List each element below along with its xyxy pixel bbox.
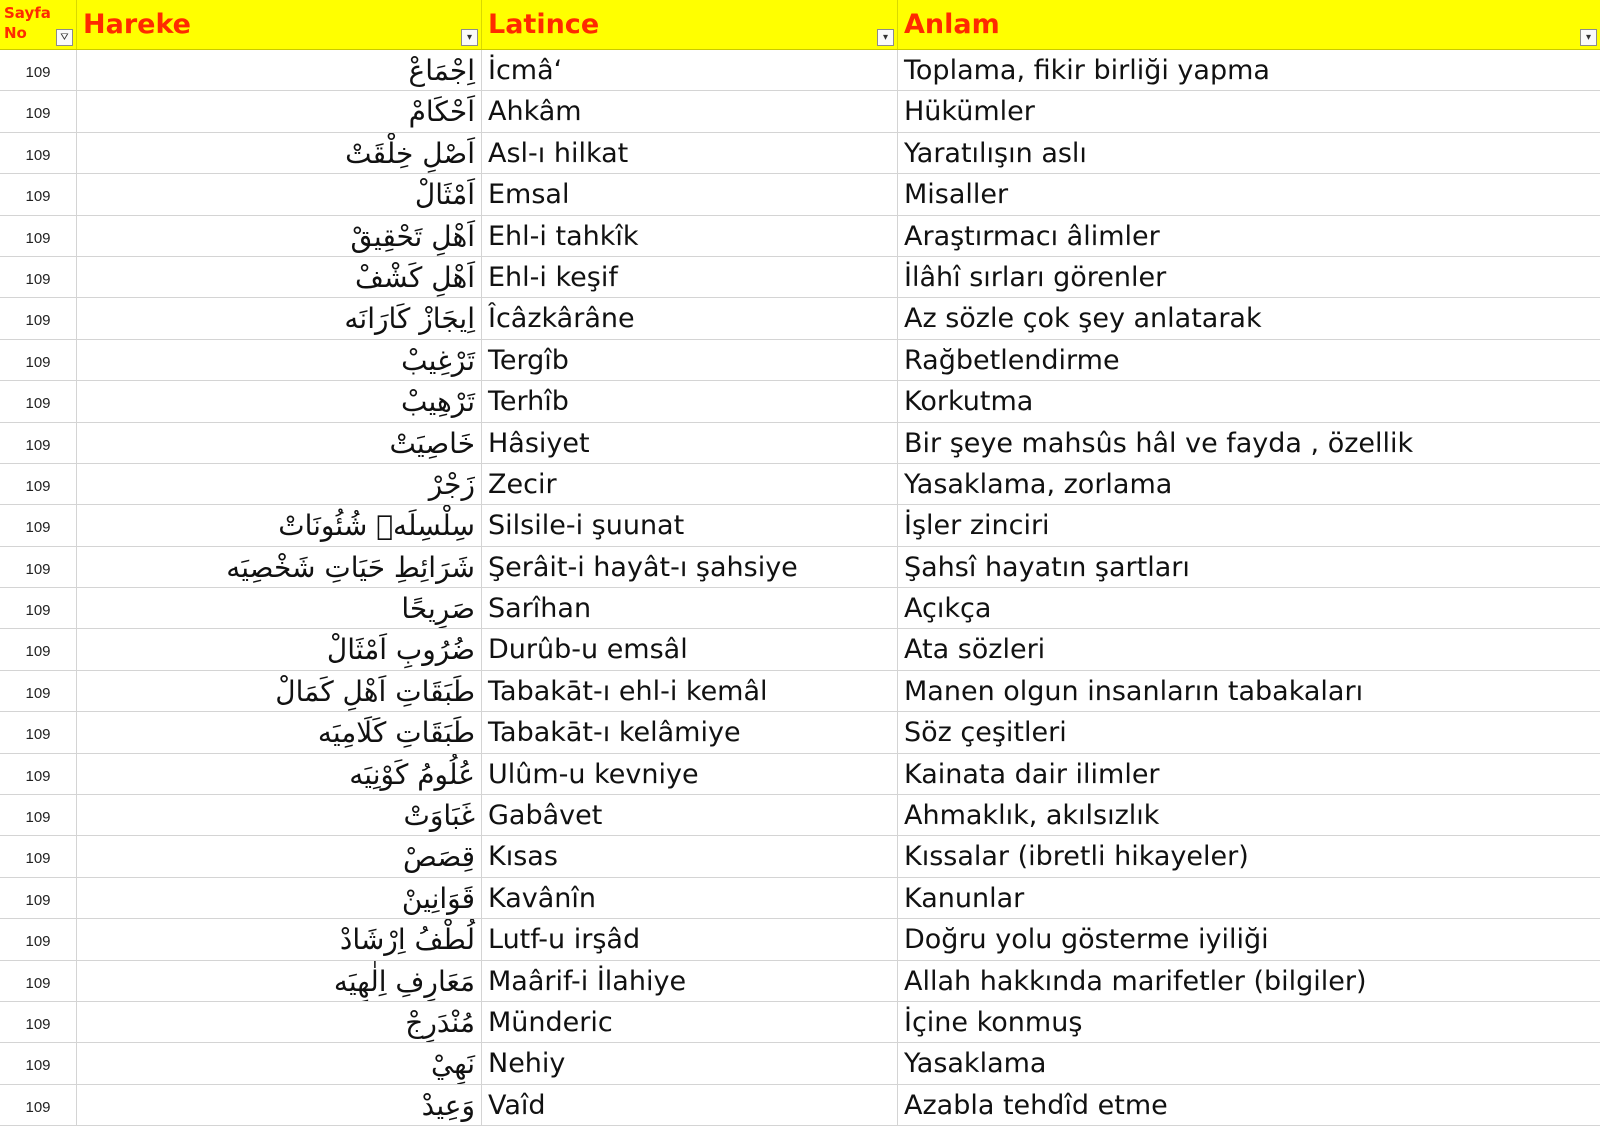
- cell-page-no[interactable]: 109: [0, 174, 77, 214]
- table-row: [0, 878, 1600, 919]
- cell-latin[interactable]: Durûb-u emsâl: [482, 629, 898, 669]
- header-label-page-no: Sayfa No: [4, 4, 51, 42]
- cell-latin[interactable]: Ulûm-u kevniye: [482, 754, 898, 794]
- cell-latin[interactable]: Sarîhan: [482, 588, 898, 628]
- cell-page-no[interactable]: 109: [0, 629, 77, 669]
- table-row: [0, 712, 1600, 753]
- cell-meaning[interactable]: Araştırmacı âlimler: [904, 220, 1160, 252]
- cell-page-no[interactable]: 109: [0, 1043, 77, 1083]
- cell-meaning[interactable]: Doğru yolu gösterme iyiliği: [904, 924, 1269, 956]
- filter-active-icon[interactable]: ⛛: [56, 29, 73, 46]
- cell-latin[interactable]: Ehl-i keşif: [482, 257, 898, 297]
- table-row: [0, 836, 1600, 877]
- table-row: [0, 588, 1600, 629]
- cell-meaning[interactable]: Azabla tehdîd etme: [904, 1089, 1168, 1121]
- header-row: [0, 0, 1600, 50]
- table-row: [0, 133, 1600, 174]
- cell-meaning[interactable]: Yaratılışın aslı: [904, 137, 1087, 169]
- cell-page-no[interactable]: 109: [0, 547, 77, 587]
- table-row: [0, 257, 1600, 298]
- table-row: [0, 671, 1600, 712]
- cell-page-no[interactable]: 109: [0, 961, 77, 1001]
- cell-page-no[interactable]: 109: [0, 671, 77, 711]
- cell-harake[interactable]: مَعَارِفِ اِلٰهِيَه: [77, 961, 482, 1001]
- table-row: [0, 50, 1600, 91]
- header-label-latin: Latince: [488, 9, 600, 40]
- filter-dropdown-icon[interactable]: ▾: [877, 29, 894, 46]
- cell-latin[interactable]: Asl-ı hilkat: [482, 133, 898, 173]
- cell-meaning[interactable]: Yasaklama: [904, 1048, 1047, 1080]
- cell-page-no[interactable]: 109: [0, 381, 77, 421]
- cell-meaning[interactable]: Kıssalar (ibretli hikayeler): [904, 841, 1249, 873]
- cell-harake[interactable]: طَبَقَاتِ كَلَامِيَه: [77, 712, 482, 752]
- cell-page-no[interactable]: 109: [0, 878, 77, 918]
- table-row: [0, 216, 1600, 257]
- table-row: [0, 547, 1600, 588]
- cell-harake[interactable]: غَبَاوَتْ: [77, 795, 482, 835]
- cell-page-no[interactable]: 109: [0, 340, 77, 380]
- cell-latin[interactable]: Nehiy: [482, 1043, 898, 1083]
- cell-meaning[interactable]: Bir şeye mahsûs hâl ve fayda , özellik: [904, 427, 1414, 459]
- cell-harake[interactable]: طَبَقَاتِ اَهْلِ كَمَالْ: [77, 671, 482, 711]
- cell-page-no[interactable]: 109: [0, 298, 77, 338]
- cell-page-no[interactable]: 109: [0, 1085, 77, 1125]
- cell-latin[interactable]: Tabakāt-ı kelâmiye: [482, 712, 898, 752]
- table-row: [0, 423, 1600, 464]
- cell-latin[interactable]: Kavânîn: [482, 878, 898, 918]
- cell-meaning[interactable]: Az sözle çok şey anlatarak: [904, 303, 1262, 335]
- table-row: [0, 505, 1600, 546]
- cell-page-no[interactable]: 109: [0, 91, 77, 131]
- cell-page-no[interactable]: 109: [0, 836, 77, 876]
- cell-harake[interactable]: خَاصِيَتْ: [77, 423, 482, 463]
- cell-page-no[interactable]: 109: [0, 712, 77, 752]
- cell-latin[interactable]: Ehl-i tahkîk: [482, 216, 898, 256]
- cell-meaning[interactable]: İlâhî sırları görenler: [904, 261, 1167, 293]
- cell-latin[interactable]: Lutf-u irşâd: [482, 919, 898, 959]
- cell-page-no[interactable]: 109: [0, 464, 77, 504]
- cell-page-no[interactable]: 109: [0, 50, 77, 90]
- header-cell-harake[interactable]: [77, 0, 482, 49]
- cell-harake[interactable]: شَرَائِطِ حَيَاتِ شَخْصِيَه: [77, 547, 482, 587]
- table-body: [0, 50, 1600, 1126]
- cell-meaning[interactable]: Allah hakkında marifetler (bilgiler): [904, 965, 1367, 997]
- cell-page-no[interactable]: 109: [0, 754, 77, 794]
- cell-meaning[interactable]: İçine konmuş: [904, 1006, 1083, 1038]
- cell-page-no[interactable]: 109: [0, 257, 77, 297]
- cell-page-no[interactable]: 109: [0, 588, 77, 628]
- cell-meaning[interactable]: Söz çeşitleri: [904, 717, 1067, 749]
- cell-harake[interactable]: تَرْغِيبْ: [77, 340, 482, 380]
- table-row: [0, 340, 1600, 381]
- cell-latin[interactable]: Silsile-i şuunat: [482, 505, 898, 545]
- cell-page-no[interactable]: 109: [0, 505, 77, 545]
- header-cell-page-no[interactable]: [0, 0, 77, 49]
- table-row: [0, 1043, 1600, 1084]
- cell-page-no[interactable]: 109: [0, 133, 77, 173]
- cell-latin[interactable]: Şerâit-i hayât-ı şahsiye: [482, 547, 898, 587]
- cell-harake[interactable]: اَصْلِ خِلْقَتْ: [77, 133, 482, 173]
- cell-meaning[interactable]: Açıkça: [904, 593, 992, 625]
- cell-latin[interactable]: Tabakāt-ı ehl-i kemâl: [482, 671, 898, 711]
- table-row: [0, 91, 1600, 132]
- cell-meaning[interactable]: Manen olgun insanların tabakaları: [904, 675, 1364, 707]
- table-row: [0, 919, 1600, 960]
- cell-page-no[interactable]: 109: [0, 216, 77, 256]
- cell-meaning[interactable]: Korkutma: [904, 386, 1034, 418]
- header-label-meaning: Anlam: [904, 9, 1000, 40]
- cell-meaning[interactable]: Yasaklama, zorlama: [904, 468, 1173, 500]
- cell-latin[interactable]: Kısas: [482, 836, 898, 876]
- cell-meaning[interactable]: Rağbetlendirme: [904, 344, 1120, 376]
- header-cell-latin[interactable]: [482, 0, 898, 49]
- cell-meaning[interactable]: Toplama, fikir birliği yapma: [904, 55, 1270, 86]
- cell-harake[interactable]: اَهْلِ تَحْقِيقْ: [77, 216, 482, 256]
- cell-latin[interactable]: Terhîb: [482, 381, 898, 421]
- cell-harake[interactable]: وَعِيدْ: [77, 1085, 482, 1125]
- cell-latin[interactable]: Hâsiyet: [482, 423, 898, 463]
- cell-meaning[interactable]: Kainata dair ilimler: [904, 758, 1160, 790]
- header-label-harake: Hareke: [83, 9, 191, 40]
- cell-meaning[interactable]: Şahsî hayatın şartları: [904, 551, 1190, 583]
- cell-latin[interactable]: İcmâ‘: [482, 50, 898, 90]
- table-row: [0, 174, 1600, 215]
- table-row: [0, 1085, 1600, 1126]
- cell-latin[interactable]: Maârif-i İlahiye: [482, 961, 898, 1001]
- cell-meaning[interactable]: Misaller: [904, 179, 1009, 211]
- cell-meaning[interactable]: İşler zinciri: [904, 510, 1050, 542]
- cell-meaning[interactable]: Ahmaklık, akılsızlık: [904, 800, 1160, 832]
- cell-harake[interactable]: قِصَصْ: [77, 836, 482, 876]
- cell-harake[interactable]: ضُرُوبِ اَمْثَالْ: [77, 629, 482, 669]
- table-row: [0, 754, 1600, 795]
- cell-harake[interactable]: زَجْرْ: [77, 464, 482, 504]
- cell-meaning[interactable]: Hükümler: [904, 96, 1035, 128]
- cell-latin[interactable]: Ahkâm: [482, 91, 898, 131]
- cell-harake[interactable]: اَهْلِ كَشْفْ: [77, 257, 482, 297]
- cell-harake[interactable]: اِيجَازْ كَارَانَه: [77, 298, 482, 338]
- table-row: [0, 629, 1600, 670]
- table-row: [0, 795, 1600, 836]
- table-row: [0, 381, 1600, 422]
- table-row: [0, 1002, 1600, 1043]
- cell-harake[interactable]: عُلُومُ كَوْنِيَه: [77, 754, 482, 794]
- cell-harake[interactable]: قَوَانِينْ: [77, 878, 482, 918]
- cell-harake[interactable]: تَرْهِيبْ: [77, 381, 482, 421]
- cell-page-no[interactable]: 109: [0, 795, 77, 835]
- table-row: [0, 961, 1600, 1002]
- cell-latin[interactable]: Münderic: [482, 1002, 898, 1042]
- cell-harake[interactable]: لُطْفُ اِرْشَادْ: [77, 919, 482, 959]
- cell-page-no[interactable]: 109: [0, 423, 77, 463]
- cell-latin[interactable]: Tergîb: [482, 340, 898, 380]
- cell-harake[interactable]: نَهِيْ: [77, 1043, 482, 1083]
- cell-latin[interactable]: Vaîd: [482, 1085, 898, 1125]
- cell-meaning[interactable]: Ata sözleri: [904, 634, 1046, 666]
- table-row: [0, 464, 1600, 505]
- cell-harake[interactable]: مُنْدَرِجْ: [77, 1002, 482, 1042]
- cell-latin[interactable]: Emsal: [482, 174, 898, 214]
- cell-meaning[interactable]: Kanunlar: [904, 882, 1025, 914]
- cell-harake[interactable]: صَرِيحًا: [77, 588, 482, 628]
- filter-dropdown-icon[interactable]: ▾: [461, 29, 478, 46]
- cell-harake[interactable]: اَحْكَامْ: [77, 91, 482, 131]
- header-cell-meaning[interactable]: [898, 0, 1600, 49]
- cell-page-no[interactable]: 109: [0, 1002, 77, 1042]
- cell-latin[interactable]: Îcâzkârâne: [482, 298, 898, 338]
- cell-harake[interactable]: اِجْمَاعْ: [77, 50, 482, 90]
- cell-harake[interactable]: اَمْثَالْ: [77, 174, 482, 214]
- cell-latin[interactable]: Zecir: [482, 464, 898, 504]
- cell-harake[interactable]: سِلْسِلَهٖ شُئُونَاتْ: [77, 505, 482, 545]
- table-row: [0, 298, 1600, 339]
- cell-latin[interactable]: Gabâvet: [482, 795, 898, 835]
- cell-page-no[interactable]: 109: [0, 919, 77, 959]
- filter-dropdown-icon[interactable]: ▾: [1580, 29, 1597, 46]
